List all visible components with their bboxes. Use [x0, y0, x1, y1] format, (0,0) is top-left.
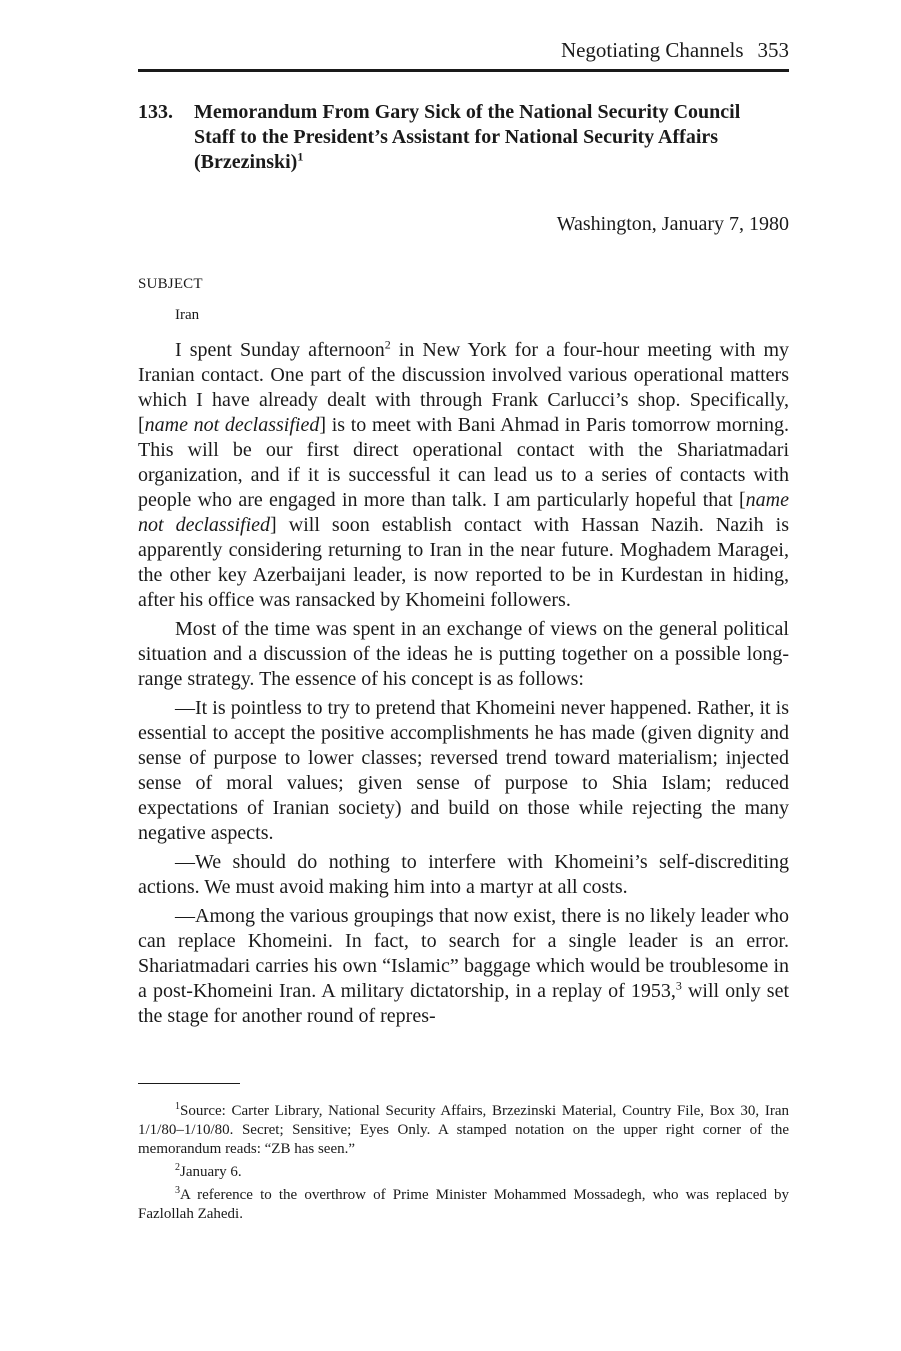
page-number: 353	[757, 38, 789, 62]
footnotes	[138, 1102, 789, 1228]
footnote-marker: 3	[175, 1185, 180, 1196]
running-head	[138, 36, 789, 64]
footnote-text: A reference to the overthrow of Prime Minister Mohammed Mossadegh, who was replaced by Fazlollah Zahedi.	[138, 1187, 789, 1222]
paragraph-2: Most of the time was spent in an exchange of views on the general political situation and a discussion of the ideas he is putting together on a possible long-range strategy. The essence of his concept is as follows:	[138, 618, 789, 690]
running-head-title: Negotiating Channels	[560, 38, 744, 62]
paragraph-4: —We should do nothing to interfere with Khomeini’s self-discrediting actions. We must avoid making him into a martyr at all costs.	[138, 851, 789, 898]
footnote-ref-2: 2	[384, 337, 391, 352]
paragraph-5	[138, 904, 789, 1029]
memo-body	[138, 338, 789, 1033]
document-title	[194, 100, 754, 175]
paragraph-3: —It is pointless to try to pretend that Khomeini never happened. Rather, it is essential to accept the positive accomplishments he has made (given dignity and sense of purpose to lower classes; reversed trend toward materialism; injected sense of moral values; given sense of purpose to Shia Islam; reduced expectations of Iranian society) and build on those while rejecting the many negative aspects.	[138, 697, 789, 844]
paragraph-1-text-b: in New York for a four-hour meeting with my Iranian contact. One part of the discussion involved various operational matters which I have already dealt with through Frank Carlucci’s shop. Specifically, [	[138, 339, 789, 436]
footnote-ref-1: 1	[297, 149, 304, 164]
document-number: 133.	[138, 101, 173, 123]
footnote-marker: 1	[175, 1101, 180, 1112]
header-rule	[138, 69, 789, 72]
paragraph-5-text-a: —Among the various groupings that now exist, there is no likely leader who can replace Khomeini. In fact, to search for a single leader is an error. Shariatmadari carries his own “Islamic” baggage which would be troublesome in a post-Khomeini Iran. A military dictatorship, in a replay of 1953,	[138, 905, 789, 1002]
footnote	[138, 1186, 789, 1224]
document-heading	[138, 100, 789, 175]
footnote	[138, 1102, 789, 1159]
footnote-ref-3: 3	[675, 978, 682, 993]
subject-label: SUBJECT	[138, 276, 203, 292]
footnote-text: Source: Carter Library, National Security Affairs, Brzezinski Material, Country File, Box 30, Iran 1/1/80–1/10/80. Secret; Sensitive; Eyes Only. A stamped notation on the upper right corner of the memorandum reads: “ZB has seen.”	[138, 1103, 789, 1157]
dateline: Washington, January 7, 1980	[556, 213, 789, 235]
footnote-text: January 6.	[180, 1164, 242, 1180]
paragraph-5-text-b: will only set the stage for another round of repres-	[138, 980, 790, 1027]
paragraph-1-text-a: I spent Sunday afternoon	[175, 339, 385, 361]
paragraph-1	[138, 338, 789, 613]
paragraph-1-text-c: ] is to meet with Bani Ahmad in Paris tomorrow morning. This will be our first direct operational contact with the Shariatmadari organization, and if it is successful it can lead us to a series of contacts with people who are engaged in more than talk. I am particularly hopeful that [	[138, 414, 789, 511]
document-title-text: Memorandum From Gary Sick of the National Security Council Staff to the President’s Assistant for National Security Affairs (Brzezinski)	[194, 101, 741, 173]
footnote	[138, 1163, 789, 1182]
subject-value: Iran	[175, 307, 200, 323]
redaction-note: name not declassified	[138, 489, 789, 536]
footnote-marker: 2	[175, 1162, 180, 1173]
footnote-rule	[138, 1083, 240, 1084]
paragraph-1-text-d: ] will soon establish contact with Hassan Nazih. Nazih is apparently considering returning to Iran in the near future. Moghadem Maragei, the other key Azerbaijani leader, is now reported to be in Kurdestan in hiding, after his office was ransacked by Khomeini followers.	[138, 514, 789, 611]
redaction-note: name not declassified	[144, 414, 320, 436]
